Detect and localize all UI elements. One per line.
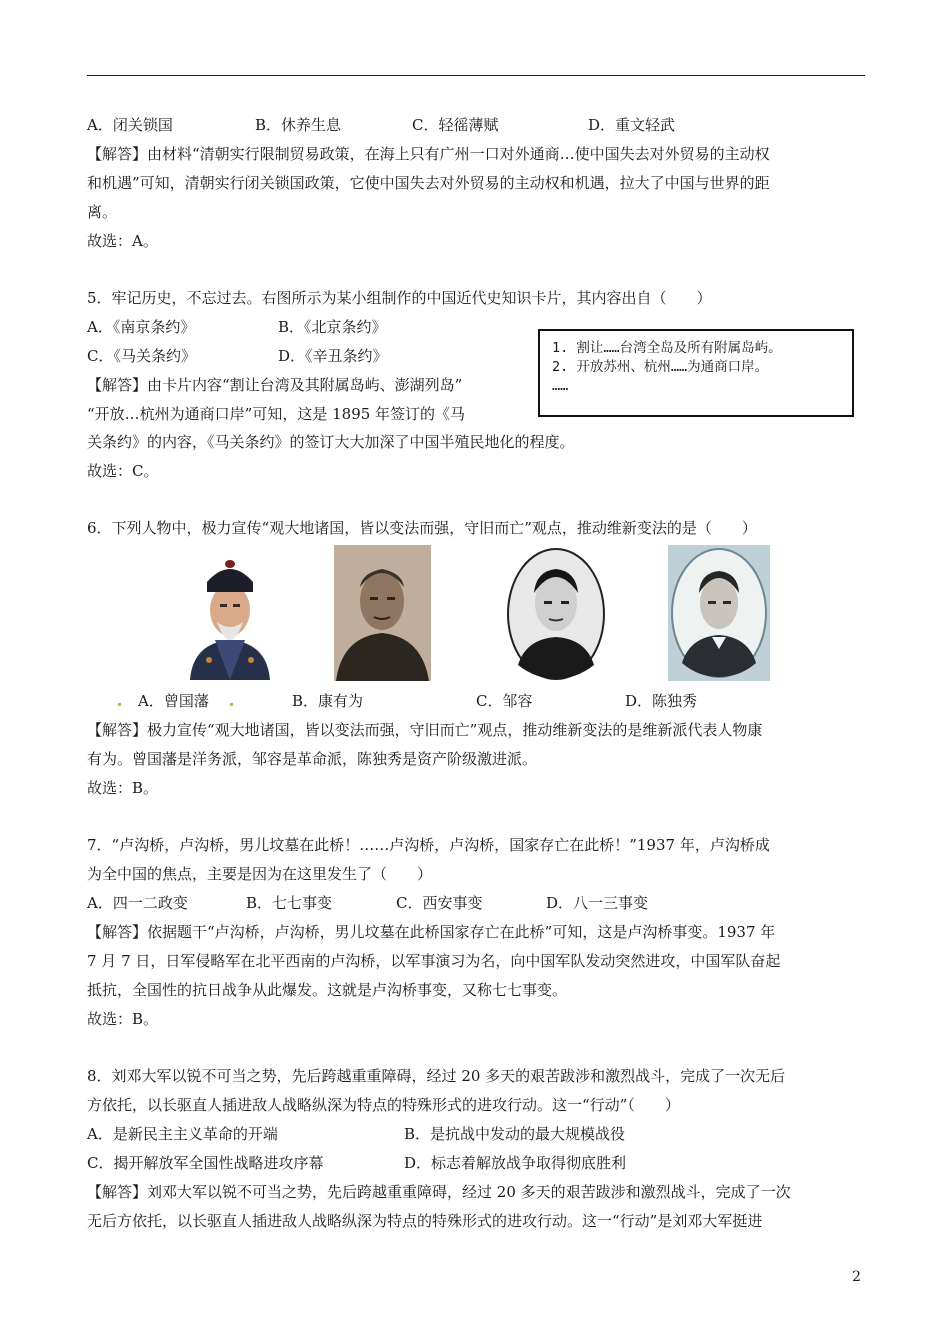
card-line: 1. 割让……台湾全岛及所有附属岛屿。 xyxy=(552,340,782,356)
q4-option-d: D．重文轻武 xyxy=(588,116,676,134)
q4-choice: 故选：A。 xyxy=(87,232,158,250)
card-line: …… xyxy=(552,378,569,394)
q5-answer-line: 关条约》的内容，《马关条约》的签订大大加深了中国半殖民地化的程度。 xyxy=(87,433,575,451)
q6-answer-line: 有为。曾国藩是洋务派，邹容是革命派，陈独秀是资产阶级激进派。 xyxy=(87,750,538,768)
q6-option-b: B．康有为 xyxy=(292,692,364,710)
q8-option-a: A．是新民主主义革命的开端 xyxy=(87,1125,278,1143)
q7-stem-line: 为全中国的焦点，主要是因为在这里发生了（ ） xyxy=(87,865,433,883)
q4-answer-line: 【解答】由材料“清朝实行限制贸易政策，在海上只有广州一口对外通商…使中国失去对外贸易的主动权 xyxy=(87,145,770,163)
q6-choice: 故选：B。 xyxy=(87,779,159,797)
q7-stem-line: 7．“卢沟桥，卢沟桥，男儿坟墓在此桥！……卢沟桥，卢沟桥，国家存亡在此桥！”1937 年，卢沟桥成 xyxy=(87,836,770,854)
q4-answer-line: 离。 xyxy=(87,203,118,221)
q7-choice: 故选：B。 xyxy=(87,1010,159,1028)
q5-choice: 故选：C。 xyxy=(87,462,159,480)
q6-option-a: A．曾国藩 xyxy=(138,692,209,710)
q6-stem: 6．下列人物中，极力宣传“观大地诸国，皆以变法而强，守旧而亡”观点，推动维新变法的是（ ） xyxy=(87,519,757,537)
q8-stem-line: 8．刘邓大军以锐不可当之势，先后跨越重重障碍，经过 20 多天的艰苦跋涉和激烈战斗，完成了一次无后 xyxy=(87,1067,786,1085)
q7-option-a: A．四一二政变 xyxy=(87,894,188,912)
q8-answer-line: 【解答】刘邓大军以锐不可当之势，先后跨越重重障碍，经过 20 多天的艰苦跋涉和激烈战斗，完成了一次 xyxy=(87,1183,791,1201)
page-number: 2 xyxy=(852,1269,861,1285)
q4-option-b: B．休养生息 xyxy=(255,116,342,134)
q5-option-b: B．《北京条约》 xyxy=(278,318,387,336)
q8-answer-line: 无后方依托，以长驱直人插进敌人战略纵深为特点的特殊形式的进攻行动。这一“行动”是刘邓大军挺进 xyxy=(87,1212,763,1230)
q7-option-d: D．八一三事变 xyxy=(546,894,649,912)
q5-option-d: D．《辛丑条约》 xyxy=(278,347,388,365)
q4-answer-line: 和机遇”可知，清朝实行闭关锁国政策，它使中国失去对外贸易的主动权和机遇，拉大了中国与世界的距 xyxy=(87,174,770,192)
q8-option-c: C．揭开解放军全国性战略进攻序幕 xyxy=(87,1154,324,1172)
q6-option-d: D．陈独秀 xyxy=(625,692,698,710)
q6-answer-line: 【解答】极力宣传“观大地诸国，皆以变法而强，守旧而亡”观点，推动维新变法的是维新派代表人物康 xyxy=(87,721,763,739)
q5-answer-line: 【解答】由卡片内容“割让台湾及其附属岛屿、澎湖列岛” xyxy=(87,376,463,394)
card-line: 2. 开放苏州、杭州……为通商口岸。 xyxy=(552,359,769,375)
q5-stem: 5．牢记历史，不忘过去。右图所示为某小组制作的中国近代史知识卡片，其内容出自（ ） xyxy=(87,289,712,307)
portrait-1-image xyxy=(185,548,275,680)
q5-answer-line: “开放…杭州为通商口岸”可知，这是 1895 年签订的《马 xyxy=(87,405,466,423)
q8-option-b: B．是抗战中发动的最大规模战役 xyxy=(404,1125,626,1143)
decorative-dot xyxy=(230,703,233,706)
q6-option-c: C．邹容 xyxy=(476,692,533,710)
q4-option-c: C．轻徭薄赋 xyxy=(412,116,499,134)
q5-option-c: C．《马关条约》 xyxy=(87,347,196,365)
q5-option-a: A．《南京条约》 xyxy=(87,318,196,336)
history-knowledge-card xyxy=(538,329,854,417)
portrait-4-image xyxy=(668,545,770,681)
q7-answer-line: 7 月 7 日，日军侵略军在北平西南的卢沟桥，以军事演习为名，向中国军队发动突然进攻，中国军队奋起 xyxy=(87,952,781,970)
decorative-dot xyxy=(118,703,121,706)
q8-stem-line: 方依托，以长驱直人插进敌人战略纵深为特点的特殊形式的进攻行动。这一“行动”（ ） xyxy=(87,1096,680,1114)
portrait-2-image xyxy=(334,545,431,681)
q7-option-b: B．七七事变 xyxy=(246,894,333,912)
q7-answer-line: 抵抗，全国性的抗日战争从此爆发。这就是卢沟桥事变，又称七七事变。 xyxy=(87,981,568,999)
portrait-3-image xyxy=(506,547,606,681)
q7-answer-line: 【解答】依据题干“卢沟桥，卢沟桥，男儿坟墓在此桥国家存亡在此桥”可知，这是卢沟桥事变。1937 年 xyxy=(87,923,776,941)
q7-option-c: C．西安事变 xyxy=(396,894,483,912)
header-rule xyxy=(87,75,865,76)
q8-option-d: D．标志着解放战争取得彻底胜利 xyxy=(404,1154,627,1172)
q4-option-a: A．闭关锁国 xyxy=(87,116,173,134)
